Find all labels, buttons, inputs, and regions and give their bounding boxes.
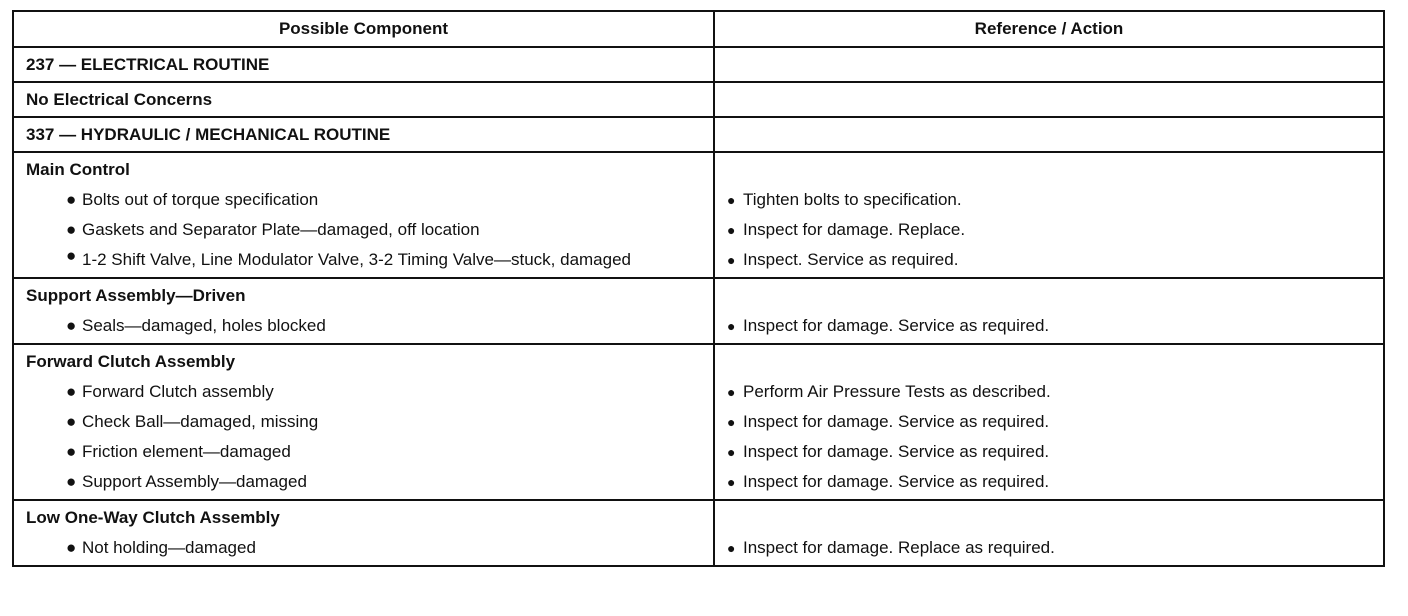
action-text: Perform Air Pressure Tests as described. (743, 382, 1051, 401)
header-possible-component: Possible Component (13, 11, 714, 47)
component-text: Friction element—damaged (82, 442, 291, 461)
action-spacer (727, 347, 1371, 377)
component-item (26, 185, 701, 215)
section-title: 337 — HYDRAULIC / MECHANICAL ROUTINE (13, 117, 714, 152)
action-item (727, 533, 1371, 563)
component-text: Check Ball—damaged, missing (82, 412, 319, 431)
action-text: Inspect for damage. Replace. (743, 220, 966, 239)
component-text: Support Assembly—damaged (82, 472, 307, 491)
bullet-icon: ● (727, 444, 736, 460)
diagnosis-table (12, 10, 1385, 567)
group-action-cell (714, 500, 1384, 566)
group-row-low-one-way-clutch (13, 500, 1384, 566)
bullet-icon: ● (727, 252, 736, 268)
bullet-icon: ● (727, 414, 736, 430)
action-spacer (727, 281, 1371, 311)
component-item (26, 533, 701, 563)
bullet-icon: ● (727, 318, 736, 334)
component-item (26, 215, 701, 245)
bullet-icon: ● (66, 246, 77, 265)
group-component-cell (13, 500, 714, 566)
empty-cell (714, 82, 1384, 117)
action-item (727, 311, 1371, 341)
empty-cell (714, 117, 1384, 152)
action-text: Tighten bolts to specification. (743, 190, 962, 209)
component-text: Forward Clutch assembly (82, 382, 274, 401)
component-item (26, 245, 701, 275)
section-title: No Electrical Concerns (13, 82, 714, 117)
bullet-icon: ● (66, 316, 77, 335)
component-item (26, 377, 701, 407)
action-text: Inspect for damage. Service as required. (743, 412, 1050, 431)
group-row-forward-clutch (13, 344, 1384, 500)
section-row-no-electrical-concerns (13, 82, 1384, 117)
section-title: 237 — ELECTRICAL ROUTINE (13, 47, 714, 82)
bullet-icon: ● (66, 538, 77, 557)
bullet-icon: ● (66, 190, 77, 209)
group-row-main-control (13, 152, 1384, 278)
bullet-icon: ● (727, 540, 736, 556)
action-text: Inspect for damage. Service as required. (743, 316, 1050, 335)
bullet-icon: ● (66, 412, 77, 431)
group-title: Support Assembly—Driven (26, 286, 246, 305)
component-text: Seals—damaged, holes blocked (82, 316, 326, 335)
section-row-electrical-routine (13, 47, 1384, 82)
action-text: Inspect for damage. Service as required. (743, 442, 1050, 461)
action-text: Inspect for damage. Replace as required. (743, 538, 1055, 557)
group-row-support-assembly (13, 278, 1384, 344)
action-item (727, 185, 1371, 215)
component-text: 1-2 Shift Valve, Line Modulator Valve, 3-2 Timing Valve—stuck, damaged (82, 250, 631, 269)
action-item (727, 467, 1371, 497)
group-action-cell (714, 278, 1384, 344)
bullet-icon: ● (727, 192, 736, 208)
action-text: Inspect for damage. Service as required. (743, 472, 1050, 491)
component-item (26, 467, 701, 497)
bullet-icon: ● (66, 220, 77, 239)
action-spacer (727, 503, 1371, 533)
header-row (13, 11, 1384, 47)
component-item (26, 311, 701, 341)
action-item (727, 437, 1371, 467)
action-spacer (727, 155, 1371, 185)
component-text: Bolts out of torque specification (82, 190, 319, 209)
action-item (727, 407, 1371, 437)
group-component-cell (13, 278, 714, 344)
group-action-cell (714, 152, 1384, 278)
bullet-icon: ● (727, 474, 736, 490)
group-title: Forward Clutch Assembly (26, 352, 236, 371)
section-row-hydraulic-routine (13, 117, 1384, 152)
empty-cell (714, 47, 1384, 82)
action-text: Inspect. Service as required. (743, 250, 959, 269)
group-action-cell (714, 344, 1384, 500)
bullet-icon: ● (727, 384, 736, 400)
bullet-icon: ● (727, 222, 736, 238)
bullet-icon: ● (66, 382, 77, 401)
component-item (26, 407, 701, 437)
group-component-cell (13, 152, 714, 278)
component-text: Gaskets and Separator Plate—damaged, off location (82, 220, 480, 239)
component-item (26, 437, 701, 467)
group-component-cell (13, 344, 714, 500)
header-reference-action: Reference / Action (714, 11, 1384, 47)
bullet-icon: ● (66, 472, 77, 491)
action-item (727, 377, 1371, 407)
action-item (727, 245, 1371, 275)
component-text: Not holding—damaged (82, 538, 256, 557)
group-title: Main Control (26, 160, 130, 179)
group-title: Low One-Way Clutch Assembly (26, 508, 280, 527)
bullet-icon: ● (66, 442, 77, 461)
action-item (727, 215, 1371, 245)
